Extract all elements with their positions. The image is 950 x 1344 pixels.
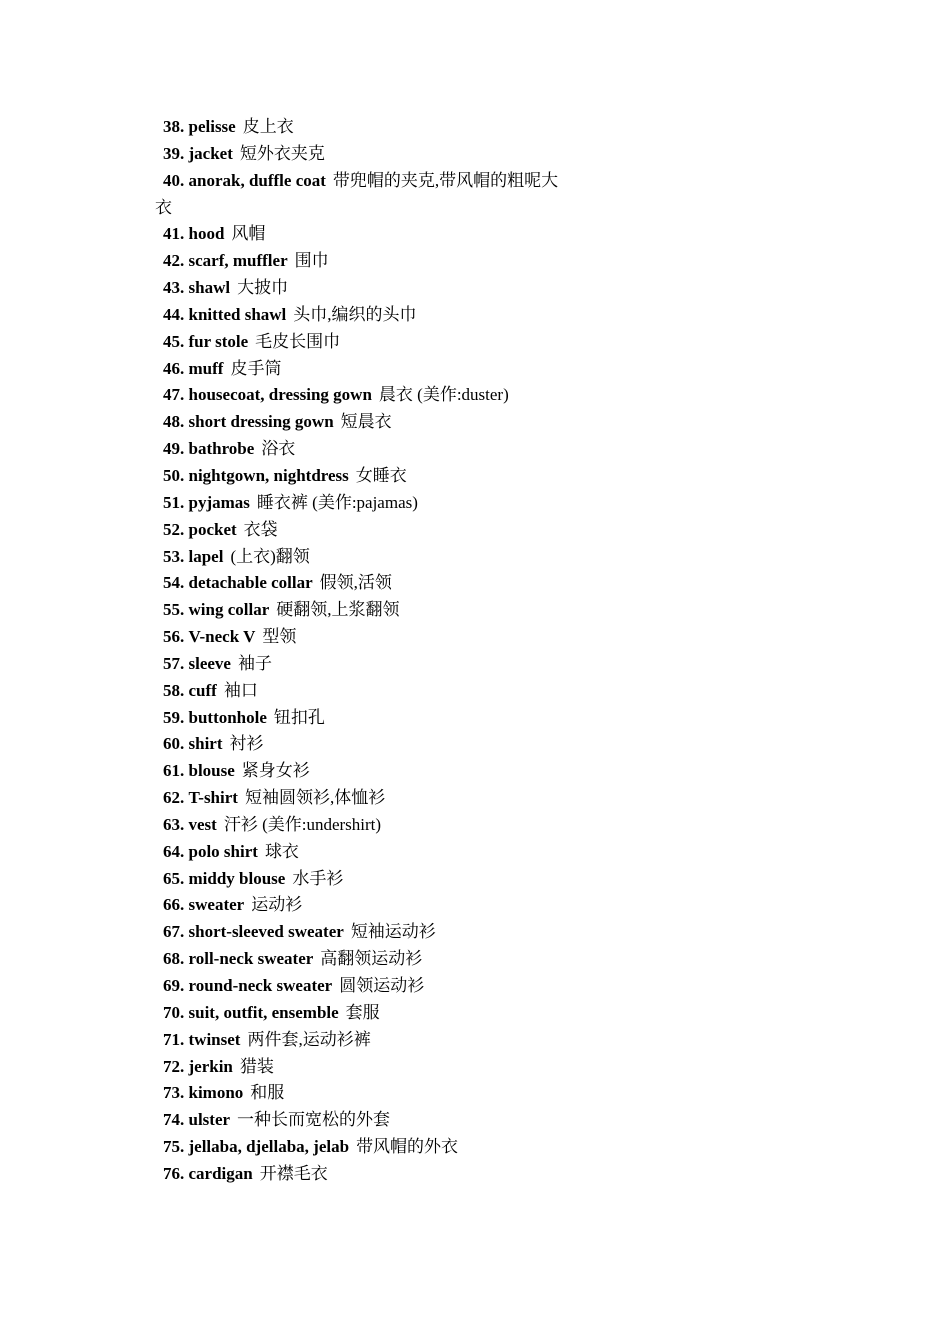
- entry-english: jellaba, djellaba, jelab: [188, 1137, 350, 1157]
- entry-english: T-shirt: [188, 788, 238, 808]
- entry-number: 64.: [163, 841, 185, 861]
- vocab-entry: [155, 168, 560, 222]
- entry-number: 65.: [163, 868, 185, 888]
- entry-number: 74.: [163, 1110, 185, 1130]
- vocab-entry: [155, 597, 560, 624]
- vocab-entry: [155, 1107, 560, 1134]
- vocab-entry: [155, 973, 560, 1000]
- vocab-entry: [155, 221, 560, 248]
- entry-chinese: 带兜帽的夹克,带风帽的粗呢大衣: [155, 170, 559, 217]
- entry-number: 42.: [163, 251, 185, 271]
- entry-english: bathrobe: [188, 439, 255, 459]
- entry-number: 43.: [163, 278, 185, 298]
- vocab-entry: [155, 248, 560, 275]
- entry-english: V-neck V: [188, 627, 256, 647]
- entry-english: nightgown, nightdress: [188, 465, 349, 485]
- vocab-entry: [155, 758, 560, 785]
- entry-english: cardigan: [188, 1163, 253, 1183]
- entry-number: 66.: [163, 895, 185, 915]
- entry-english: pelisse: [188, 117, 236, 136]
- entry-number: 45.: [163, 331, 185, 351]
- entry-number: 67.: [163, 922, 185, 942]
- entry-chinese: (上衣)翻领: [230, 546, 310, 566]
- entry-chinese: 水手衫: [292, 868, 344, 888]
- entry-chinese: 围巾: [294, 251, 329, 271]
- entry-english: middy blouse: [188, 868, 286, 888]
- vocab-entry: [155, 570, 560, 597]
- entry-english: knitted shawl: [188, 304, 287, 324]
- entry-chinese: 开襟毛衣: [259, 1163, 328, 1183]
- entry-number: 50.: [163, 465, 185, 485]
- entry-chinese: 两件套,运动衫裤: [247, 1029, 371, 1049]
- entry-number: 71.: [163, 1029, 185, 1049]
- entry-number: 69.: [163, 976, 185, 995]
- vocab-entry: [155, 731, 560, 758]
- entry-chinese: 高翻领运动衫: [320, 949, 423, 969]
- vocab-entry: [155, 624, 560, 651]
- entry-english: sweater: [188, 895, 245, 915]
- entry-english: cuff: [188, 680, 217, 700]
- entry-chinese: 带风帽的外衣: [356, 1137, 459, 1157]
- entry-number: 54.: [163, 573, 185, 593]
- entry-english: pyjamas: [188, 492, 250, 512]
- entry-number: 38.: [163, 117, 185, 136]
- entry-english: jerkin: [188, 1056, 233, 1076]
- entry-number: 41.: [163, 224, 185, 244]
- entry-chinese: 紧身女衫: [241, 761, 310, 781]
- entry-chinese: 套服: [345, 1002, 380, 1022]
- entry-number: 46.: [163, 358, 185, 378]
- entry-number: 47.: [163, 385, 185, 405]
- vocab-entry: [155, 705, 560, 732]
- entry-english: twinset: [188, 1029, 241, 1049]
- entry-english: hood: [188, 224, 225, 244]
- vocab-entry: [155, 463, 560, 490]
- entry-number: 73.: [163, 1083, 185, 1103]
- vocab-entry: [155, 866, 560, 893]
- entry-number: 58.: [163, 680, 185, 700]
- entry-chinese: 和服: [250, 1083, 285, 1103]
- entry-chinese: 皮手筒: [230, 358, 282, 378]
- entry-english: shirt: [188, 734, 223, 754]
- entry-chinese: 猎装: [239, 1056, 274, 1076]
- vocab-entry: [155, 946, 560, 973]
- entry-english: muff: [188, 358, 224, 378]
- entry-chinese: 钮扣孔: [273, 707, 325, 727]
- vocab-entry: [155, 651, 560, 678]
- entry-number: 70.: [163, 1002, 185, 1022]
- entry-chinese: 毛皮长围巾: [255, 331, 341, 351]
- entry-english: shawl: [188, 278, 231, 298]
- entry-english: short-sleeved sweater: [188, 922, 344, 942]
- entry-english: fur stole: [188, 331, 249, 351]
- vocab-entry: [155, 1000, 560, 1027]
- vocab-entry: [155, 1134, 560, 1161]
- entry-number: 57.: [163, 653, 185, 673]
- vocab-entry: [155, 1027, 560, 1054]
- entry-chinese: 浴衣: [261, 439, 296, 459]
- entry-chinese: 风帽: [231, 224, 266, 244]
- entry-chinese: 短袖运动衫: [350, 922, 436, 942]
- entry-chinese: 汗衫 (美作:undershirt): [223, 814, 382, 834]
- vocab-entry: [155, 1161, 560, 1188]
- entry-number: 52.: [163, 519, 185, 539]
- entry-english: short dressing gown: [188, 412, 334, 432]
- entry-number: 55.: [163, 600, 185, 620]
- entry-chinese: 头巾,编织的头巾: [293, 304, 417, 324]
- entry-english: vest: [188, 814, 217, 834]
- entry-number: 61.: [163, 761, 185, 781]
- entry-chinese: 衣袋: [243, 519, 278, 539]
- entry-number: 56.: [163, 627, 185, 647]
- vocab-entry: [155, 517, 560, 544]
- entry-english: blouse: [188, 761, 235, 781]
- entry-english: round-neck sweater: [188, 976, 333, 995]
- vocab-entry: [155, 141, 560, 168]
- vocab-entry: [155, 382, 560, 409]
- vocab-entry: [155, 490, 560, 517]
- entry-english: buttonhole: [188, 707, 267, 727]
- entry-chinese: 晨衣 (美作:duster): [378, 385, 509, 405]
- entry-number: 44.: [163, 304, 185, 324]
- entry-english: pocket: [188, 519, 237, 539]
- entry-english: sleeve: [188, 653, 231, 673]
- entry-number: 48.: [163, 412, 185, 432]
- entry-number: 75.: [163, 1137, 185, 1157]
- vocab-entry: [155, 436, 560, 463]
- entry-chinese: 短外衣夹克: [239, 143, 325, 163]
- entry-english: housecoat, dressing gown: [188, 385, 372, 405]
- entry-chinese: 型领: [262, 627, 297, 647]
- entry-english: ulster: [188, 1110, 231, 1130]
- entry-english: kimono: [188, 1083, 244, 1103]
- entry-english: anorak, duffle coat: [188, 170, 326, 190]
- vocabulary-list: [155, 114, 560, 1188]
- entry-chinese: 一种长而宽松的外套: [237, 1110, 391, 1130]
- entry-number: 63.: [163, 814, 185, 834]
- vocab-entry: [155, 114, 560, 141]
- entry-chinese: 短晨衣: [340, 412, 392, 432]
- entry-number: 49.: [163, 439, 185, 459]
- entry-number: 40.: [163, 170, 185, 190]
- vocab-entry: [155, 1080, 560, 1107]
- vocab-entry: [155, 302, 560, 329]
- entry-english: polo shirt: [188, 841, 258, 861]
- entry-chinese: 皮上衣: [242, 117, 294, 136]
- vocab-entry: [155, 356, 560, 383]
- entry-english: detachable collar: [188, 573, 313, 593]
- vocab-entry: [155, 678, 560, 705]
- entry-number: 68.: [163, 949, 185, 969]
- vocab-entry: [155, 329, 560, 356]
- entry-chinese: 圆领运动衫: [339, 976, 425, 995]
- entry-chinese: 球衣: [264, 841, 299, 861]
- entry-chinese: 短袖圆领衫,体恤衫: [244, 788, 386, 808]
- entry-english: roll-neck sweater: [188, 949, 314, 969]
- entry-number: 39.: [163, 143, 185, 163]
- vocab-entry: [155, 919, 560, 946]
- vocab-entry: [155, 785, 560, 812]
- entry-english: lapel: [188, 546, 224, 566]
- entry-english: wing collar: [188, 600, 270, 620]
- entry-english: scarf, muffler: [188, 251, 288, 271]
- vocab-entry: [155, 275, 560, 302]
- entry-english: suit, outfit, ensemble: [188, 1002, 339, 1022]
- entry-number: 62.: [163, 788, 185, 808]
- vocab-entry: [155, 1054, 560, 1081]
- entry-chinese: 衬衫: [229, 734, 264, 754]
- vocab-entry: [155, 812, 560, 839]
- entry-number: 59.: [163, 707, 185, 727]
- entry-chinese: 硬翻领,上浆翻领: [276, 600, 400, 620]
- entry-number: 72.: [163, 1056, 185, 1076]
- vocab-entry: [155, 892, 560, 919]
- entry-number: 53.: [163, 546, 185, 566]
- entry-number: 60.: [163, 734, 185, 754]
- vocab-entry: [155, 544, 560, 571]
- entry-chinese: 女睡衣: [355, 465, 407, 485]
- entry-english: jacket: [188, 143, 233, 163]
- entry-number: 51.: [163, 492, 185, 512]
- entry-chinese: 假领,活领: [319, 573, 392, 593]
- entry-chinese: 袖口: [223, 680, 258, 700]
- entry-chinese: 大披巾: [237, 278, 289, 298]
- entry-chinese: 睡衣裤 (美作:pajamas): [256, 492, 418, 512]
- entry-chinese: 袖子: [237, 653, 272, 673]
- vocab-entry: [155, 409, 560, 436]
- vocab-entry: [155, 839, 560, 866]
- entry-chinese: 运动衫: [251, 895, 303, 915]
- entry-number: 76.: [163, 1163, 185, 1183]
